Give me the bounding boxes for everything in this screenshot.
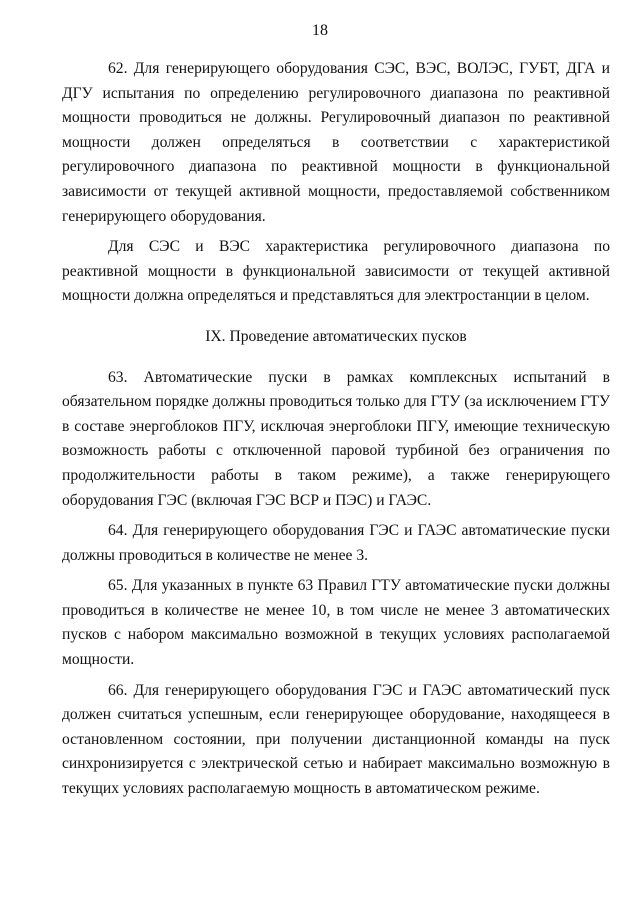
page-number: 18: [312, 22, 328, 39]
section-heading: IX. Проведение автоматических пусков: [205, 327, 467, 345]
paragraph-ses-ves: Для СЭС и ВЭС характеристика регулировочного диапазона по реактивной мощности в функциональной зависимости от текущей активной мощности должна определяться и представляться для электростанции в целом.: [62, 238, 610, 305]
paragraph-66: 66. Для генерирующего оборудования ГЭС и ГАЭС автоматический пуск должен считаться успешным, если генерирующее оборудование, находящееся в остановленном состоянии, при получении дистанционной команды на пуск синхронизируется с электрической сетью и набирает максимально возможную в текущих условиях располагаемую мощность в автоматическом режиме.: [62, 681, 610, 798]
paragraph-64: 64. Для генерирующего оборудования ГЭС и ГАЭС автоматические пуски должны проводиться в количестве не менее 3.: [62, 522, 610, 564]
paragraph-63: 63. Автоматические пуски в рамках комплексных испытаний в обязательном порядке должны проводиться только для ГТУ (за исключением ГТУ в составе энергоблоков ПГУ, исключая энергоблоки ПГУ, имеющие техническую возможность работы с отключенной паровой турбиной без ограничения по продолжительности работы в таком режиме), а также генерирующего оборудования ГЭС (включая ГЭС ВСР и ПЭС) и ГАЭС.: [62, 368, 610, 509]
paragraph-65: 65. Для указанных в пункте 63 Правил ГТУ автоматические пуски должны проводиться в количестве не менее 10, в том числе не менее 3 автоматических пусков с набором максимально возможной в текущих условиях располагаемой мощности.: [62, 577, 610, 669]
paragraph-62: 62. Для генерирующего оборудования СЭС, ВЭС, ВОЛЭС, ГУБТ, ДГА и ДГУ испытания по определению регулировочного диапазона по реактивной мощности проводиться не должны. Регулировочный диапазон по реактивной мощности должен определяться в соответствии с характеристикой регулировочного диапазона по реактивной мощности в функциональной зависимости от текущей активной мощности, предоставляемой собственником генерирующего оборудования.: [62, 60, 610, 225]
document-body: [62, 57, 610, 802]
